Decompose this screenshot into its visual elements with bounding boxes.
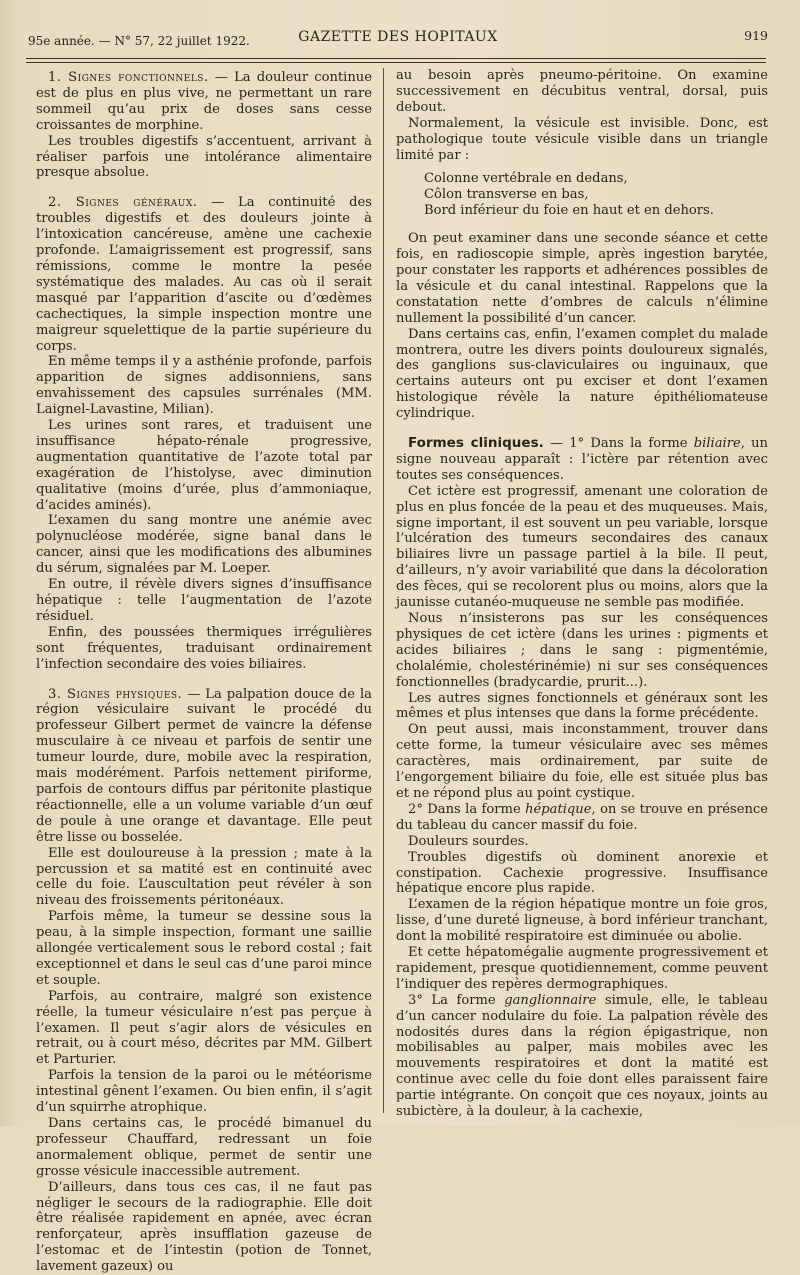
issue-info: 95e année. — N° 57, 22 juillet 1922. — [28, 34, 250, 48]
paragraph-text: — La continuité des troubles digestifs et des douleurs jointe à l’intoxication cancéreuse, amène une cachexie profonde. L’amaigrissement est progressif, sans rémissions, comme le montre la pesée systématique des malades. Au cas où il serait masqué par l’apparition d’ascite ou d’œdèmes cachectiques, la simple inspection montre une maigreur squelettique de la partie supérieure du corps. — [36, 195, 372, 354]
paragraph — [36, 134, 372, 182]
paragraph — [36, 195, 372, 354]
paragraph — [36, 1180, 372, 1275]
right-column — [396, 68, 768, 1120]
paragraph-text: Parfois, au contraire, malgré son existence réelle, la tumeur vésiculaire n’est pas perçue à l’examen. Il peut s’agir alors de vésicules en retrait, ou à court méso, décrites par MM. Gilbert et Parturier. — [36, 988, 372, 1068]
paragraph — [36, 909, 372, 989]
page-number: 919 — [744, 28, 768, 43]
paragraph — [396, 897, 768, 945]
paragraph — [396, 993, 768, 1120]
paragraph — [36, 989, 372, 1069]
paragraph — [396, 116, 768, 164]
paragraph-text: Douleurs sourdes. — [408, 833, 529, 849]
paragraph-text: — La douleur continue est de plus en plus vive, ne permettant un rare sommeil qu’au prix de doses sans cesse croissantes de morphine. — [36, 70, 372, 133]
paragraph-text: On peut aussi, mais inconstamment, trouver dans cette forme, la tumeur vésiculaire avec ses mêmes caractères, mais ordinairement, par suite de l’engorgement biliaire du foie, elle est située plus bas et ne répond plus au point cystique. — [396, 722, 768, 801]
paragraph — [396, 171, 768, 187]
paragraph-text: Cet ictère est progressif, amenant une coloration de plus en plus foncée de la peau et des muqueuses. Mais, signe important, il est souvent un peu variable, lorsque l’ulcération des tumeurs secondaires des canaux biliaires livre un passage partiel à la bile. Il peut, d’ailleurs, n’y avoir variabilité que dans la décoloration des fèces, qui se recolorent plus ou moins, alors que la jaunisse cutanéo-muqueuse ne semble pas modifiée. — [396, 483, 768, 611]
paragraph-text: Les autres signes fonctionnels et généraux sont les mêmes et plus intenses que dans la forme précédente. — [396, 690, 768, 722]
paragraph — [36, 354, 372, 418]
paragraph — [396, 68, 768, 116]
paragraph — [36, 687, 372, 846]
paragraph-text: Troubles digestifs où dominent anorexie et constipation. Cachexie progressive. Insuffisance hépatique encore plus rapide. — [396, 849, 768, 897]
paragraph-text: Nous n’insisterons pas sur les conséquences physiques de cet ictère (dans les urines : pigments et acides biliaires ; dans le sang : pigmentémie, cholalémie, cholestérinémie) ni sur ses conséquences fonctionnelles (bradycardie, prurit...). — [396, 611, 768, 690]
paragraph — [36, 70, 372, 134]
paragraph-text: — 1° Dans la forme — [543, 436, 694, 452]
paragraph-text: simule, elle, le tableau d’un cancer nodulaire du foie. La palpation révèle des nodosités dures dans la région épigastrique, non mobilisables au palper, mais mobiles avec les mouvements respiratoires et dont la matité est continue avec celle du foie dont elles paraissent faire partie intégrante. On conçoit que ces noyaux, joints au subictère, à la douleur, à la cachexie, — [396, 992, 768, 1120]
italic-term: ganglionnaire — [504, 992, 597, 1008]
paragraph-text: 2° Dans la forme — [408, 801, 526, 817]
paragraph-text: Les urines sont rares, et traduisent une insuffisance hépato-rénale progressive, augmentation quantitative de l’azote total par exagération de l’histolyse, avec diminution qualitative (moins d’urée, plus d’ammoniaque, d’acides aminés). — [36, 418, 372, 513]
paragraph-text: En outre, il révèle divers signes d’insuffisance hépatique : telle l’augmentation de l’azote résiduel. — [36, 577, 372, 624]
page-header — [28, 26, 768, 54]
paragraph-text: Dans certains cas, enfin, l’examen complet du malade montrera, outre les divers points douloureux signalés, des ganglions sus-claviculaires ou inguinaux, que certains auteurs ont pu exciser et dont l’examen histologique révèle la nature épithéliomateuse cylindrique. — [396, 326, 768, 422]
paragraph-text: Normalement, la vésicule est invisible. Donc, est pathologique toute vésicule visible dans un triangle limité par : — [396, 115, 768, 163]
paragraph-text: Et cette hépatomégalie augmente progressivement et rapidement, presque quotidiennement, comme peuvent l’indiquer des repères dermographiques. — [396, 945, 768, 992]
paragraph-text: L’examen de la région hépatique montre un foie gros, lisse, d’une dureté ligneuse, à bord inférieur tranchant, dont la mobilité respiratoire est diminuée ou abolie. — [396, 897, 768, 945]
paragraph — [36, 513, 372, 577]
paragraph-text: Parfois même, la tumeur se dessine sous la peau, à la simple inspection, formant une saillie allongée verticalement sous le rebord costal ; fait exceptionnel et dans le seul cas d’une paroi mince et souple. — [36, 909, 372, 988]
paragraph — [396, 691, 768, 723]
paragraph-text: Colonne vertébrale en dedans, — [424, 171, 628, 187]
paragraph-text: au besoin après pneumo-péritoine. On examine successivement en décubitus ventral, dorsal, puis debout. — [396, 68, 768, 115]
paragraph-text: En même temps il y a asthénie profonde, parfois apparition de signes addisonniens, sans envahissement des capsules surrénales (MM. Laignel-Lavastine, Milian). — [36, 354, 372, 418]
paragraph — [36, 625, 372, 673]
paragraph — [396, 187, 768, 203]
paragraph-text: , un signe nouveau apparaît : l’ictère par rétention avec toutes ses conséquences. — [396, 436, 768, 483]
paragraph-text: Bord inférieur du foie en haut et en dehors. — [424, 203, 714, 219]
paragraph — [396, 834, 768, 850]
paragraph — [396, 327, 768, 422]
publication-title: GAZETTE DES HOPITAUX — [298, 29, 498, 45]
section-heading: 3. Signes physiques. — [48, 686, 183, 702]
paragraph — [396, 850, 768, 898]
paragraph — [396, 231, 768, 326]
paragraph-text: Côlon transverse en bas, — [424, 187, 589, 203]
paragraph-text: Les troubles digestifs s’accentuent, arrivant à réaliser parfois une intolérance alimentaire presque absolue. — [36, 133, 372, 181]
italic-term: biliaire — [693, 436, 741, 452]
paragraph — [36, 418, 372, 513]
paragraph — [396, 203, 768, 219]
paragraph-text: Parfois la tension de la paroi ou le météorisme intestinal gênent l’examen. Ou bien enfin, il s’agit d’un squirrhe atrophique. — [36, 1068, 372, 1116]
header-rule-bottom — [26, 62, 766, 63]
paragraph-text: , on se trouve en présence du tableau du cancer massif du foie. — [396, 801, 769, 833]
paragraph-text: Dans certains cas, le procédé bimanuel du professeur Chauffard, redressant un foie anormalement oblique, permet de sentir une grosse vésicule inaccessible autrement. — [36, 1116, 372, 1179]
italic-term: hépatique — [525, 801, 592, 817]
section-heading: 1. Signes fonctionnels. — [48, 70, 209, 85]
paragraph-text: Elle est douloureuse à la pression ; mate à la percussion et sa matité est en continuité avec celle du foie. L’auscultation peut révéler à son niveau des froissements péritonéaux. — [36, 845, 372, 909]
paragraph-text: D’ailleurs, dans tous ces cas, il ne faut pas négliger le secours de la radiographie. Elle doit être réalisée rapidement en apnée, avec écran renforçateur, après insufflation gazeuse de l’estomac et de l’intestin (potion de Tonnet, lavement gazeux) ou — [36, 1179, 372, 1275]
section-heading: 2. Signes généraux. — [48, 195, 198, 211]
paragraph-text: L’examen du sang montre une anémie avec polynucléose modérée, signe banal dans le cancer, ainsi que les modifications des albumines du sérum, signalées par M. Loeper. — [36, 513, 372, 577]
paragraph — [396, 802, 768, 834]
paragraph — [396, 722, 768, 802]
paragraph-text: On peut examiner dans une seconde séance et cette fois, en radioscopie simple, après ingestion barytée, pour constater les rapports et adhérences possibles de la vésicule et du canal intestinal. Rappelons que la constatation nette d’ombres de calculs n’élimine nullement la possibilité d’un cancer. — [396, 231, 768, 326]
section-heading: Formes cliniques. — [408, 435, 544, 452]
paragraph — [396, 484, 768, 611]
left-column — [36, 68, 372, 1275]
paragraph — [396, 945, 768, 993]
paragraph-text: — La palpation douce de la région vésiculaire suivant le procédé du professeur Gilbert permet de vaincre la défense musculaire à ce niveau et parfois de sentir une tumeur lourde, dure, mobile avec la respiration, mais modérément. Parfois nettement piriforme, parfois de contours diffus par péritonite plastique réactionnelle, elle a un volume variable d’un œuf de poule à une orange et davantage. Elle peut être lisse ou bosselée. — [36, 686, 372, 845]
paragraph — [36, 577, 372, 625]
column-divider — [383, 68, 384, 1113]
paragraph — [36, 846, 372, 910]
paragraph-text: 3° La forme — [408, 992, 505, 1008]
paragraph — [36, 1068, 372, 1116]
paragraph — [396, 611, 768, 691]
header-rule-top — [26, 58, 766, 59]
paragraph — [396, 436, 768, 484]
paragraph-text: Enfin, des poussées thermiques irrégulières sont fréquentes, traduisant ordinairement l’infection secondaire des voies biliaires. — [36, 624, 372, 672]
